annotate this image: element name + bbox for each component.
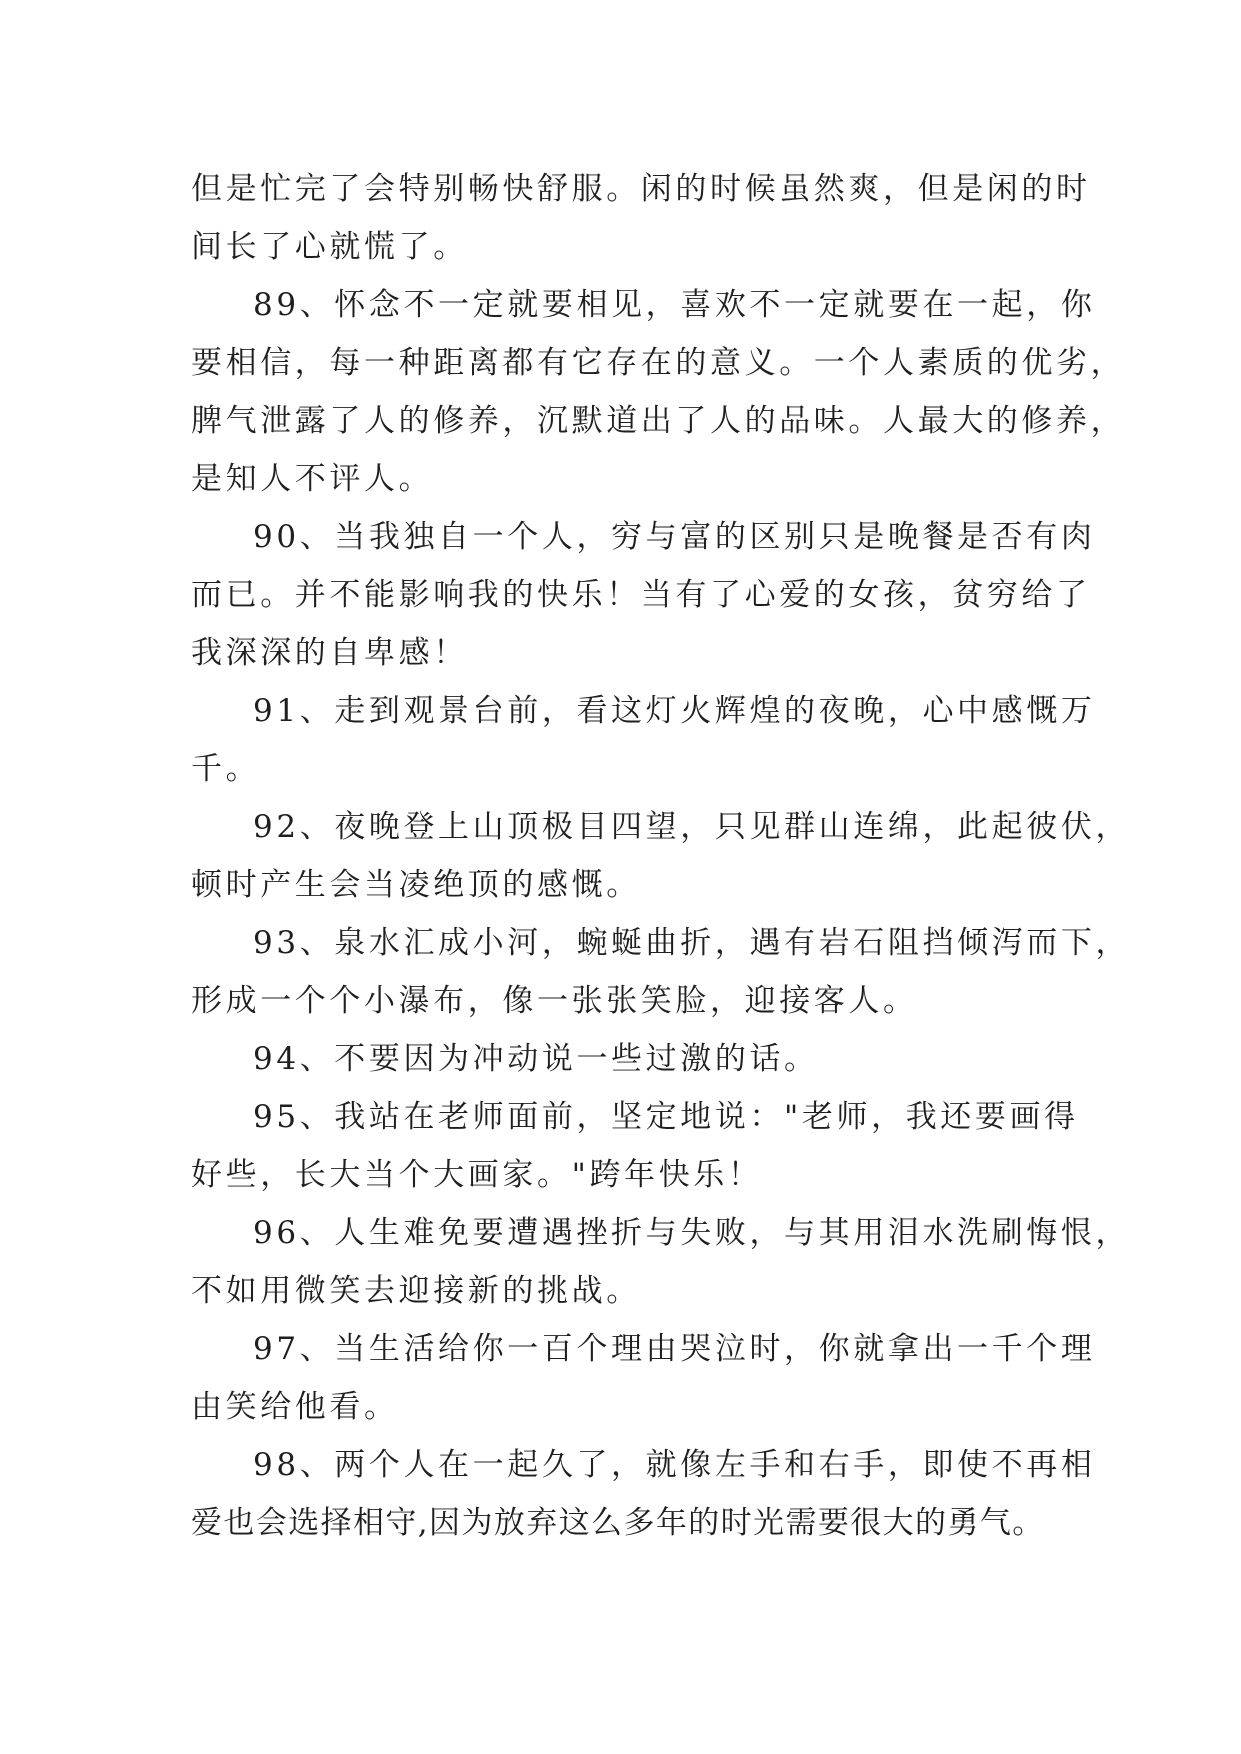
paragraph	[191, 682, 1096, 798]
text-line: 93、泉水汇成小河，蜿蜒曲折，遇有岩石阻挡倾泻而下，	[253, 925, 1131, 961]
text-line: 千。	[191, 751, 261, 787]
text-line: 90、当我独自一个人，穷与富的区别只是晚餐是否有肉	[253, 519, 1096, 555]
text-line: 92、夜晚登上山顶极目四望，只见群山连绵，此起彼伏，	[253, 809, 1131, 845]
paragraph	[191, 914, 1131, 1030]
text-line: 不如用微笑去迎接新的挑战。	[191, 1273, 641, 1309]
text-line: 我深深的自卑感！	[191, 635, 468, 671]
paragraph	[191, 1436, 1096, 1552]
text-line: 95、我站在老师面前，坚定地说："老师，我还要画得	[253, 1099, 1079, 1135]
text-line: 是知人不评人。	[191, 461, 434, 497]
paragraph	[191, 508, 1096, 682]
text-line: 89、怀念不一定就要相见，喜欢不一定就要在一起，你	[253, 287, 1096, 323]
text-line: 间长了心就慌了。	[191, 229, 468, 265]
text-line: 91、走到观景台前，看这灯火辉煌的夜晚，心中感慨万	[253, 693, 1096, 729]
document-body	[191, 160, 1131, 1552]
paragraph	[191, 1030, 1057, 1088]
text-line: 爱也会选择相守,因为放弃这么多年的时光需要很大的勇气。	[191, 1505, 1045, 1541]
text-line: 而已。并不能影响我的快乐！当有了心爱的女孩，贫穷给了	[191, 577, 1091, 613]
text-line: 脾气泄露了人的修养，沉默道出了人的品味。人最大的修养，	[191, 403, 1126, 439]
paragraph	[191, 276, 1126, 508]
text-line: 96、人生难免要遭遇挫折与失败，与其用泪水洗刷悔恨，	[253, 1215, 1131, 1251]
text-line: 要相信，每一种距离都有它存在的意义。一个人素质的优劣，	[191, 345, 1126, 381]
text-line: 好些，长大当个大画家。"跨年快乐！	[191, 1157, 763, 1193]
paragraph	[191, 1320, 1096, 1436]
text-line: 但是忙完了会特别畅快舒服。闲的时候虽然爽，但是闲的时	[191, 171, 1091, 207]
paragraph	[191, 1204, 1131, 1320]
paragraph	[191, 160, 1091, 276]
text-line: 顿时产生会当凌绝顶的感慨。	[191, 867, 641, 903]
text-line: 由笑给他看。	[191, 1389, 399, 1425]
paragraph	[191, 1088, 1079, 1204]
paragraph	[191, 798, 1131, 914]
text-line: 形成一个个小瀑布，像一张张笑脸，迎接客人。	[191, 983, 918, 1019]
text-line: 94、不要因为冲动说一些过激的话。	[253, 1041, 819, 1077]
text-line: 97、当生活给你一百个理由哭泣时，你就拿出一千个理	[253, 1331, 1096, 1367]
text-line: 98、两个人在一起久了，就像左手和右手，即使不再相	[253, 1447, 1096, 1483]
